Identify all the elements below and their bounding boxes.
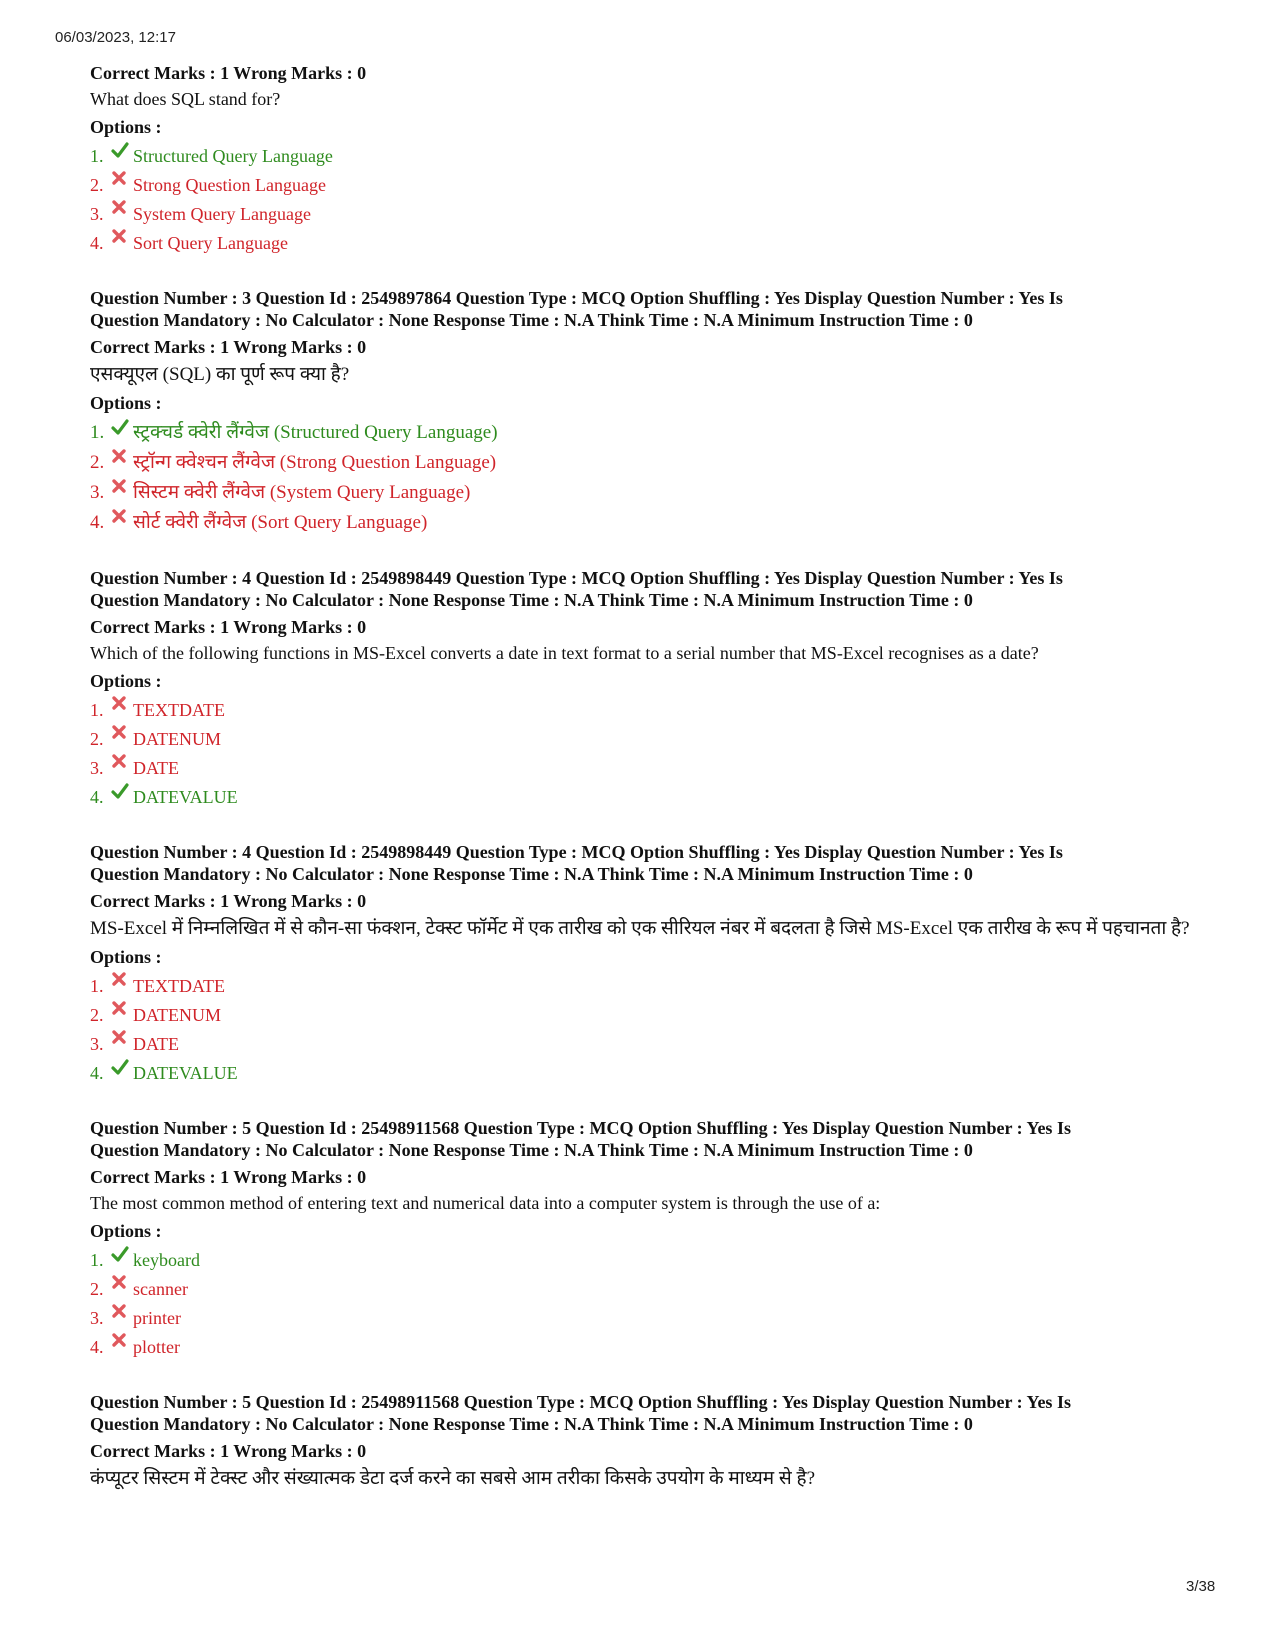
option-text: System Query Language <box>133 204 311 224</box>
options-label: Options : <box>90 393 162 413</box>
option-number: 3. <box>90 758 104 778</box>
option-number: 4. <box>90 512 105 533</box>
option-number: 2. <box>90 1279 104 1299</box>
option-text: सोर्ट क्वेरी लैंग्वेज (Sort Query Language) <box>133 512 428 533</box>
options-label: Options : <box>90 671 162 691</box>
option-item <box>90 699 1200 721</box>
option-number: 3. <box>90 1308 104 1328</box>
cross-icon <box>111 1307 133 1325</box>
cross-icon <box>111 482 133 500</box>
question-meta-line: Question Mandatory : No Calculator : None Response Time : N.A Think Time : N.A Minimum Instruction Time : 0 <box>90 310 973 330</box>
cross-icon <box>111 1336 133 1354</box>
option-number: 1. <box>90 1250 104 1270</box>
option-item <box>90 422 1200 444</box>
option-item <box>90 728 1200 750</box>
option-item <box>90 1033 1200 1055</box>
option-item <box>90 1336 1200 1358</box>
cross-icon <box>111 1278 133 1296</box>
option-number: 4. <box>90 1337 104 1357</box>
marks-line: Correct Marks : 1 Wrong Marks : 0 <box>90 1441 367 1461</box>
marks-line: Correct Marks : 1 Wrong Marks : 0 <box>90 891 367 911</box>
option-text: Strong Question Language <box>133 175 326 195</box>
question-meta-line: Question Mandatory : No Calculator : None Response Time : N.A Think Time : N.A Minimum Instruction Time : 0 <box>90 1140 973 1160</box>
option-item <box>90 975 1200 997</box>
page-number: 3/38 <box>1186 1578 1216 1595</box>
question-text: एसक्यूएल (SQL) का पूर्ण रूप क्या है? <box>90 364 350 385</box>
option-text: scanner <box>133 1279 188 1299</box>
option-text: plotter <box>133 1337 180 1357</box>
option-number: 2. <box>90 1005 104 1025</box>
cross-icon <box>111 232 133 250</box>
option-number: 1. <box>90 146 104 166</box>
option-number: 1. <box>90 422 105 443</box>
option-text: TEXTDATE <box>133 976 225 996</box>
option-item <box>90 174 1200 196</box>
option-number: 4. <box>90 1063 104 1083</box>
question-text: MS-Excel में निम्नलिखित में से कौन-सा फंक्शन, टेक्स्ट फॉर्मेट में एक तारीख को एक सीरियल नंबर में बदलता है जिसे MS-Excel एक तारीख के रूप में पहचानता है? <box>90 918 1190 939</box>
option-item <box>90 145 1200 167</box>
option-text: DATEVALUE <box>133 1063 238 1083</box>
option-item <box>90 512 1200 534</box>
option-text: DATEVALUE <box>133 787 238 807</box>
option-text: DATENUM <box>133 1005 221 1025</box>
option-number: 3. <box>90 1034 104 1054</box>
cross-icon <box>111 203 133 221</box>
question-text: Which of the following functions in MS-Excel converts a date in text format to a serial number that MS-Excel recognises as a date? <box>90 643 1039 663</box>
option-text: स्ट्रक्चर्ड क्वेरी लैंग्वेज (Structured Query Language) <box>133 422 498 443</box>
cross-icon <box>111 699 133 717</box>
option-number: 4. <box>90 233 104 253</box>
option-item <box>90 1307 1200 1329</box>
options-label: Options : <box>90 117 162 137</box>
check-icon <box>111 1249 133 1267</box>
option-item <box>90 203 1200 225</box>
question-meta <box>90 1391 1200 1435</box>
cross-icon <box>111 728 133 746</box>
option-text: DATE <box>133 758 179 778</box>
cross-icon <box>111 174 133 192</box>
question-paper <box>90 57 1200 1524</box>
question-block <box>90 1391 1200 1491</box>
question-block <box>90 567 1200 808</box>
question-meta-line: Question Mandatory : No Calculator : None Response Time : N.A Think Time : N.A Minimum Instruction Time : 0 <box>90 864 973 884</box>
option-number: 2. <box>90 452 105 473</box>
question-meta <box>90 841 1200 885</box>
question-meta <box>90 1117 1200 1161</box>
question-block <box>90 841 1200 1084</box>
question-block <box>90 287 1200 534</box>
question-text: कंप्यूटर सिस्टम में टेक्स्ट और संख्यात्मक डेटा दर्ज करने का सबसे आम तरीका किसके उपयोग के माध्यम से है? <box>90 1468 816 1489</box>
option-number: 1. <box>90 700 104 720</box>
check-icon <box>111 145 133 163</box>
check-icon <box>111 1062 133 1080</box>
option-text: TEXTDATE <box>133 700 225 720</box>
question-meta <box>90 287 1200 331</box>
option-item <box>90 482 1200 504</box>
question-meta-line: Question Number : 4 Question Id : 2549898449 Question Type : MCQ Option Shuffling : Yes Display Question Number : Yes Is <box>90 568 1063 588</box>
question-meta-line: Question Number : 4 Question Id : 2549898449 Question Type : MCQ Option Shuffling : Yes Display Question Number : Yes Is <box>90 842 1063 862</box>
question-meta-line: Question Number : 3 Question Id : 2549897864 Question Type : MCQ Option Shuffling : Yes Display Question Number : Yes Is <box>90 288 1063 308</box>
marks-line: Correct Marks : 1 Wrong Marks : 0 <box>90 337 367 357</box>
option-number: 3. <box>90 482 105 503</box>
option-item <box>90 232 1200 254</box>
marks-line: Correct Marks : 1 Wrong Marks : 0 <box>90 617 367 637</box>
question-meta <box>90 567 1200 611</box>
cross-icon <box>111 452 133 470</box>
option-item <box>90 1004 1200 1026</box>
question-meta-line: Question Mandatory : No Calculator : None Response Time : N.A Think Time : N.A Minimum Instruction Time : 0 <box>90 590 973 610</box>
option-text: DATE <box>133 1034 179 1054</box>
marks-line: Correct Marks : 1 Wrong Marks : 0 <box>90 1167 367 1187</box>
option-text: printer <box>133 1308 181 1328</box>
question-meta-line: Question Number : 5 Question Id : 25498911568 Question Type : MCQ Option Shuffling : Yes Display Question Number : Yes Is <box>90 1392 1071 1412</box>
option-item <box>90 1062 1200 1084</box>
cross-icon <box>111 1004 133 1022</box>
option-text: DATENUM <box>133 729 221 749</box>
option-item <box>90 1278 1200 1300</box>
question-meta-line: Question Mandatory : No Calculator : None Response Time : N.A Think Time : N.A Minimum Instruction Time : 0 <box>90 1414 973 1434</box>
cross-icon <box>111 757 133 775</box>
option-text: keyboard <box>133 1250 200 1270</box>
options-label: Options : <box>90 947 162 967</box>
option-item <box>90 1249 1200 1271</box>
option-text: Structured Query Language <box>133 146 333 166</box>
option-number: 1. <box>90 976 104 996</box>
check-icon <box>111 422 133 440</box>
option-item <box>90 757 1200 779</box>
cross-icon <box>111 512 133 530</box>
check-icon <box>111 786 133 804</box>
question-meta-line: Question Number : 5 Question Id : 25498911568 Question Type : MCQ Option Shuffling : Yes Display Question Number : Yes Is <box>90 1118 1071 1138</box>
question-block <box>90 1117 1200 1358</box>
option-number: 4. <box>90 787 104 807</box>
question-text: What does SQL stand for? <box>90 89 281 109</box>
option-text: स्ट्रॉन्ग क्वेश्चन लैंग्वेज (Strong Question Language) <box>133 452 497 473</box>
marks-line: Correct Marks : 1 Wrong Marks : 0 <box>90 63 367 83</box>
options-label: Options : <box>90 1221 162 1241</box>
cross-icon <box>111 1033 133 1051</box>
question-block <box>90 62 1200 254</box>
option-text: Sort Query Language <box>133 233 288 253</box>
option-number: 3. <box>90 204 104 224</box>
print-timestamp: 06/03/2023, 12:17 <box>55 29 176 46</box>
cross-icon <box>111 975 133 993</box>
question-text: The most common method of entering text and numerical data into a computer system is through the use of a: <box>90 1193 881 1213</box>
option-item <box>90 786 1200 808</box>
option-text: सिस्टम क्वेरी लैंग्वेज (System Query Language) <box>133 482 471 503</box>
option-item <box>90 452 1200 474</box>
option-number: 2. <box>90 729 104 749</box>
option-number: 2. <box>90 175 104 195</box>
